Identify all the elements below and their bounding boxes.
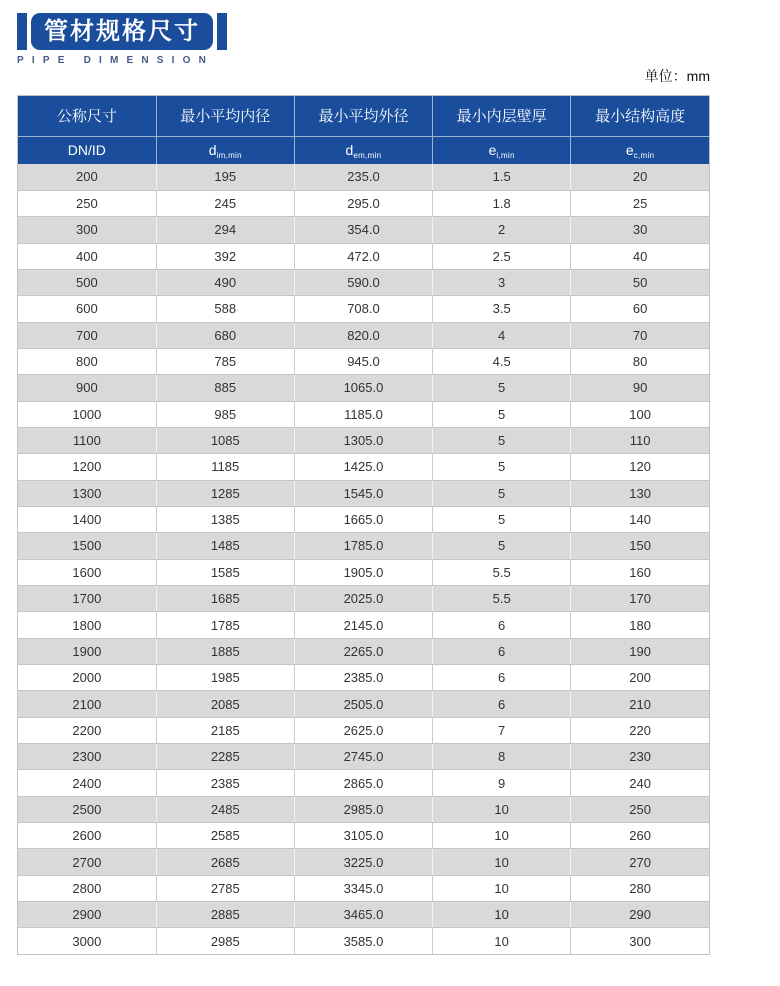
unit-label: 单位：mm bbox=[644, 68, 710, 84]
table-row bbox=[18, 454, 709, 480]
cell: 2100 bbox=[18, 691, 156, 717]
cell: 1185 bbox=[156, 454, 294, 480]
cell: 1185.0 bbox=[294, 401, 432, 427]
cell: 2485 bbox=[156, 796, 294, 822]
page-subtitle: PIPE DIMENSION bbox=[17, 55, 215, 66]
cell: 6 bbox=[433, 638, 571, 664]
symbol-sub: c,min bbox=[633, 151, 655, 161]
cell: 294 bbox=[156, 217, 294, 243]
column-header-min-construction-height: 最小结构高度 bbox=[571, 96, 709, 136]
page-title: 管材规格尺寸 bbox=[44, 17, 200, 45]
cell: 1785.0 bbox=[294, 533, 432, 559]
cell: 2 bbox=[433, 217, 571, 243]
cell: 2900 bbox=[18, 902, 156, 928]
cell: 2745.0 bbox=[294, 744, 432, 770]
table-body bbox=[18, 164, 709, 954]
symbol-base: d bbox=[208, 142, 217, 159]
cell: 5 bbox=[433, 506, 571, 532]
table-row bbox=[18, 770, 709, 796]
table-row bbox=[18, 164, 709, 190]
cell: 1.8 bbox=[433, 190, 571, 216]
cell: 2385 bbox=[156, 770, 294, 796]
table-row bbox=[18, 296, 709, 322]
cell: 985 bbox=[156, 401, 294, 427]
cell: 9 bbox=[433, 770, 571, 796]
table-row bbox=[18, 691, 709, 717]
cell: 1305.0 bbox=[294, 427, 432, 453]
cell: 1.5 bbox=[433, 164, 571, 190]
symbol-base: d bbox=[345, 142, 354, 159]
cell: 1900 bbox=[18, 638, 156, 664]
cell: 2.5 bbox=[433, 243, 571, 269]
symbol-ec-min bbox=[571, 136, 709, 164]
cell: 2500 bbox=[18, 796, 156, 822]
cell: 30 bbox=[571, 217, 709, 243]
cell: 6 bbox=[433, 691, 571, 717]
cell: 2985.0 bbox=[294, 796, 432, 822]
cell: 1000 bbox=[18, 401, 156, 427]
cell: 50 bbox=[571, 269, 709, 295]
cell: 400 bbox=[18, 243, 156, 269]
cell: 680 bbox=[156, 322, 294, 348]
cell: 80 bbox=[571, 348, 709, 374]
table-container bbox=[17, 95, 710, 955]
table-row bbox=[18, 902, 709, 928]
cell: 1665.0 bbox=[294, 506, 432, 532]
table-row bbox=[18, 849, 709, 875]
table-row bbox=[18, 533, 709, 559]
cell: 785 bbox=[156, 348, 294, 374]
cell: 300 bbox=[571, 928, 709, 954]
cell: 2285 bbox=[156, 744, 294, 770]
cell: 250 bbox=[18, 190, 156, 216]
cell: 290 bbox=[571, 902, 709, 928]
cell: 2785 bbox=[156, 875, 294, 901]
symbol-base: e bbox=[488, 142, 497, 159]
table-row bbox=[18, 638, 709, 664]
cell: 1385 bbox=[156, 506, 294, 532]
cell: 280 bbox=[571, 875, 709, 901]
cell: 392 bbox=[156, 243, 294, 269]
cell: 2000 bbox=[18, 665, 156, 691]
cell: 3345.0 bbox=[294, 875, 432, 901]
cell: 1905.0 bbox=[294, 559, 432, 585]
symbol-dim-min bbox=[156, 136, 294, 164]
cell: 2885 bbox=[156, 902, 294, 928]
cell: 1885 bbox=[156, 638, 294, 664]
cell: 10 bbox=[433, 823, 571, 849]
table-row bbox=[18, 348, 709, 374]
cell: 180 bbox=[571, 612, 709, 638]
cell: 1200 bbox=[18, 454, 156, 480]
header-symbol-row bbox=[18, 136, 709, 164]
title-box bbox=[31, 13, 213, 50]
cell: 945.0 bbox=[294, 348, 432, 374]
brand-row bbox=[17, 13, 227, 50]
cell: 40 bbox=[571, 243, 709, 269]
cell: 300 bbox=[18, 217, 156, 243]
table-row bbox=[18, 717, 709, 743]
cell: 2185 bbox=[156, 717, 294, 743]
cell: 150 bbox=[571, 533, 709, 559]
cell: 2685 bbox=[156, 849, 294, 875]
title-left-bar bbox=[17, 13, 27, 50]
table-row bbox=[18, 427, 709, 453]
cell: 8 bbox=[433, 744, 571, 770]
cell: 235.0 bbox=[294, 164, 432, 190]
cell: 1545.0 bbox=[294, 480, 432, 506]
cell: 200 bbox=[18, 164, 156, 190]
cell: 190 bbox=[571, 638, 709, 664]
brand-block bbox=[17, 13, 227, 66]
cell: 2505.0 bbox=[294, 691, 432, 717]
cell: 2700 bbox=[18, 849, 156, 875]
cell: 10 bbox=[433, 928, 571, 954]
cell: 2145.0 bbox=[294, 612, 432, 638]
cell: 5 bbox=[433, 533, 571, 559]
cell: 700 bbox=[18, 322, 156, 348]
cell: 70 bbox=[571, 322, 709, 348]
table-row bbox=[18, 243, 709, 269]
cell: 3225.0 bbox=[294, 849, 432, 875]
cell: 120 bbox=[571, 454, 709, 480]
cell: 2265.0 bbox=[294, 638, 432, 664]
cell: 245 bbox=[156, 190, 294, 216]
cell: 295.0 bbox=[294, 190, 432, 216]
cell: 140 bbox=[571, 506, 709, 532]
cell: 2300 bbox=[18, 744, 156, 770]
cell: 1600 bbox=[18, 559, 156, 585]
cell: 260 bbox=[571, 823, 709, 849]
table-row bbox=[18, 322, 709, 348]
cell: 7 bbox=[433, 717, 571, 743]
cell: 10 bbox=[433, 875, 571, 901]
table-row bbox=[18, 612, 709, 638]
cell: 2385.0 bbox=[294, 665, 432, 691]
cell: 1800 bbox=[18, 612, 156, 638]
cell: 885 bbox=[156, 375, 294, 401]
cell: 2625.0 bbox=[294, 717, 432, 743]
column-header-min-mean-inner-diameter: 最小平均内径 bbox=[156, 96, 294, 136]
cell: 2200 bbox=[18, 717, 156, 743]
cell: 500 bbox=[18, 269, 156, 295]
cell: 110 bbox=[571, 427, 709, 453]
cell: 5 bbox=[433, 401, 571, 427]
cell: 2600 bbox=[18, 823, 156, 849]
cell: 1425.0 bbox=[294, 454, 432, 480]
cell: 2400 bbox=[18, 770, 156, 796]
cell: 220 bbox=[571, 717, 709, 743]
cell: 820.0 bbox=[294, 322, 432, 348]
symbol-sub: em,min bbox=[353, 151, 382, 161]
table-row bbox=[18, 506, 709, 532]
cell: 3465.0 bbox=[294, 902, 432, 928]
cell: 590.0 bbox=[294, 269, 432, 295]
cell: 1065.0 bbox=[294, 375, 432, 401]
symbol-dem-min bbox=[294, 136, 432, 164]
cell: 3000 bbox=[18, 928, 156, 954]
cell: 5 bbox=[433, 375, 571, 401]
cell: 1685 bbox=[156, 586, 294, 612]
cell: 4 bbox=[433, 322, 571, 348]
cell: 600 bbox=[18, 296, 156, 322]
table-row bbox=[18, 586, 709, 612]
cell: 3105.0 bbox=[294, 823, 432, 849]
table-row bbox=[18, 190, 709, 216]
cell: 1500 bbox=[18, 533, 156, 559]
cell: 1700 bbox=[18, 586, 156, 612]
table-row bbox=[18, 217, 709, 243]
cell: 708.0 bbox=[294, 296, 432, 322]
cell: 1300 bbox=[18, 480, 156, 506]
table-header bbox=[18, 96, 709, 164]
symbol-sub: i,min bbox=[496, 151, 515, 161]
cell: 3 bbox=[433, 269, 571, 295]
cell: 2025.0 bbox=[294, 586, 432, 612]
column-header-nominal-size: 公称尺寸 bbox=[18, 96, 156, 136]
symbol-ei-min bbox=[433, 136, 571, 164]
cell: 588 bbox=[156, 296, 294, 322]
table-row bbox=[18, 823, 709, 849]
cell: 210 bbox=[571, 691, 709, 717]
table-row bbox=[18, 665, 709, 691]
symbol-sub: im,min bbox=[216, 151, 242, 161]
cell: 1400 bbox=[18, 506, 156, 532]
pipe-dimension-table bbox=[18, 96, 709, 954]
symbol-dn-id bbox=[18, 136, 156, 164]
title-right-bar bbox=[217, 13, 227, 50]
header-label-row bbox=[18, 96, 709, 136]
cell: 160 bbox=[571, 559, 709, 585]
column-header-min-mean-outer-diameter: 最小平均外径 bbox=[294, 96, 432, 136]
cell: 6 bbox=[433, 665, 571, 691]
cell: 900 bbox=[18, 375, 156, 401]
cell: 195 bbox=[156, 164, 294, 190]
cell: 1100 bbox=[18, 427, 156, 453]
cell: 472.0 bbox=[294, 243, 432, 269]
cell: 2585 bbox=[156, 823, 294, 849]
cell: 130 bbox=[571, 480, 709, 506]
cell: 2985 bbox=[156, 928, 294, 954]
cell: 5 bbox=[433, 454, 571, 480]
cell: 10 bbox=[433, 849, 571, 875]
cell: 25 bbox=[571, 190, 709, 216]
table-row bbox=[18, 744, 709, 770]
cell: 10 bbox=[433, 796, 571, 822]
table-row bbox=[18, 875, 709, 901]
cell: 1785 bbox=[156, 612, 294, 638]
table-row bbox=[18, 269, 709, 295]
cell: 230 bbox=[571, 744, 709, 770]
cell: 60 bbox=[571, 296, 709, 322]
cell: 1285 bbox=[156, 480, 294, 506]
cell: 1585 bbox=[156, 559, 294, 585]
cell: 800 bbox=[18, 348, 156, 374]
cell: 2800 bbox=[18, 875, 156, 901]
cell: 5.5 bbox=[433, 586, 571, 612]
cell: 10 bbox=[433, 902, 571, 928]
column-header-min-inner-wall-thickness: 最小内层壁厚 bbox=[433, 96, 571, 136]
cell: 20 bbox=[571, 164, 709, 190]
table-row bbox=[18, 928, 709, 954]
table-row bbox=[18, 375, 709, 401]
cell: 200 bbox=[571, 665, 709, 691]
cell: 250 bbox=[571, 796, 709, 822]
cell: 490 bbox=[156, 269, 294, 295]
cell: 5 bbox=[433, 480, 571, 506]
cell: 3585.0 bbox=[294, 928, 432, 954]
cell: 3.5 bbox=[433, 296, 571, 322]
symbol-base: e bbox=[625, 142, 634, 159]
cell: 5.5 bbox=[433, 559, 571, 585]
cell: 6 bbox=[433, 612, 571, 638]
table-row bbox=[18, 480, 709, 506]
cell: 5 bbox=[433, 427, 571, 453]
cell: 270 bbox=[571, 849, 709, 875]
cell: 4.5 bbox=[433, 348, 571, 374]
symbol-base: DN/ID bbox=[67, 142, 106, 159]
cell: 1485 bbox=[156, 533, 294, 559]
cell: 2865.0 bbox=[294, 770, 432, 796]
cell: 1985 bbox=[156, 665, 294, 691]
table-row bbox=[18, 796, 709, 822]
cell: 354.0 bbox=[294, 217, 432, 243]
cell: 2085 bbox=[156, 691, 294, 717]
table-row bbox=[18, 401, 709, 427]
cell: 90 bbox=[571, 375, 709, 401]
table-row bbox=[18, 559, 709, 585]
cell: 100 bbox=[571, 401, 709, 427]
cell: 1085 bbox=[156, 427, 294, 453]
cell: 240 bbox=[571, 770, 709, 796]
cell: 170 bbox=[571, 586, 709, 612]
